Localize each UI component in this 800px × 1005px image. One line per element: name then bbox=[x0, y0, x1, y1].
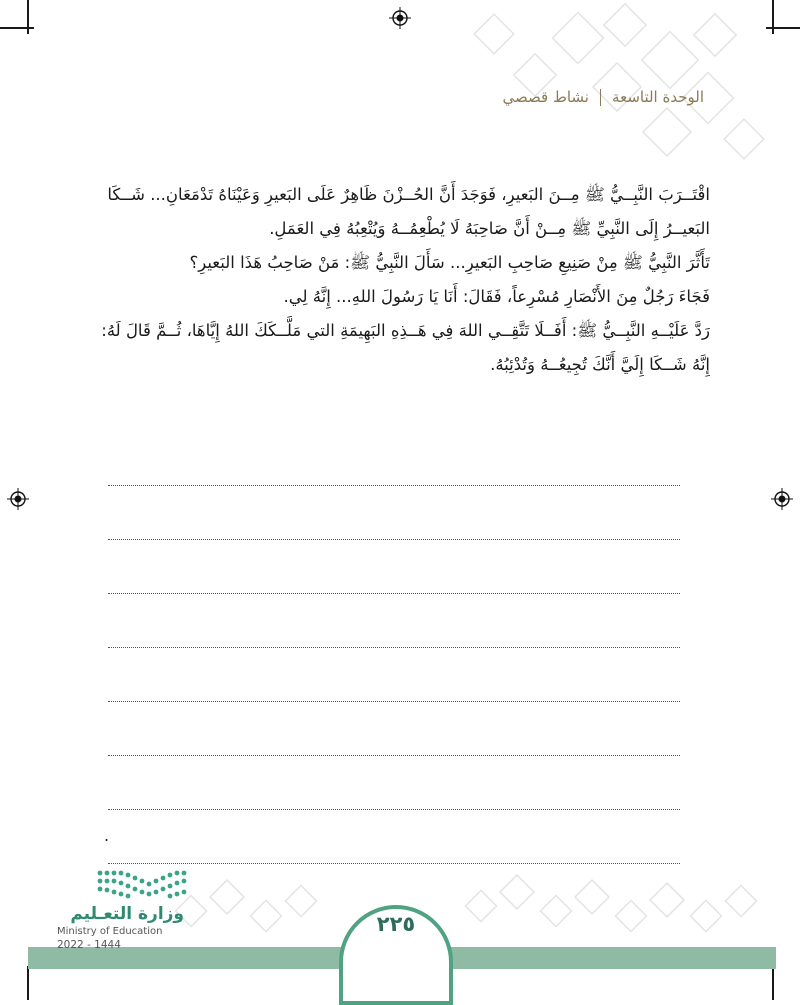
writing-line[interactable] bbox=[108, 756, 680, 810]
story-line-3: تَأَثَّرَ النَّبِيُّ ﷺ مِنْ صَنِيعِ صَاحِبِ البَعيرِ... سَأَلَ النَّبِيُّ ﷺ: مَنْ صَاحِبُ هَذَا البَعيرِ؟ bbox=[189, 253, 710, 272]
story-line-2: البَعيــرُ إِلَى النَّبِيِّ ﷺ مِــنْ أَنَّ صَاحِبَهُ لَا يُطْعِمُــهُ وَيُتْعِبُهُ فِي العَمَلِ. bbox=[269, 219, 710, 238]
story-line-4: فَجَاءَ رَجُلٌ مِنَ الأَنْصَارِ مُسْرِعاً، فَقَالَ: أَنَا يَا رَسُولَ اللهِ... إِنَّهُ لِي. bbox=[283, 287, 710, 306]
story-line-1: اقْتَــرَبَ النَّبِــيُّ ﷺ مِــنَ البَعيرِ، فَوَجَدَ أَنَّ الحُــزْنَ ظَاهِرٌ عَلَى البَعيرِ وَعَيْنَاهُ تَدْمَعَانِ... شَــكَا bbox=[107, 185, 710, 204]
story-line-5: رَدَّ عَلَيْــهِ النَّبِــيُّ ﷺ: أَفَــلَا تَتَّقِــي اللهَ فِي هَــذِهِ البَهِيمَةِ التي مَلَّــكَكَ اللهُ إِيَّاهَا، ثُــمَّ قَالَ لَهُ: bbox=[101, 321, 710, 340]
edition-year: 2022 - 1444 bbox=[57, 939, 121, 951]
unit-header bbox=[503, 88, 704, 106]
story-text bbox=[96, 178, 710, 382]
writing-line[interactable] bbox=[108, 648, 680, 702]
writing-line[interactable] bbox=[108, 810, 680, 864]
writing-line[interactable] bbox=[108, 432, 680, 486]
writing-area[interactable] bbox=[108, 432, 680, 864]
writing-end-mark: . bbox=[104, 826, 110, 845]
section-label: نشاط قصصي bbox=[502, 88, 589, 106]
story-line-6: إِنَّهُ شَــكَا إِلَيَّ أَنَّكَ تُجِيعُــهُ وَتُدْئِبُهُ. bbox=[490, 355, 710, 374]
writing-line[interactable] bbox=[108, 540, 680, 594]
writing-line[interactable] bbox=[108, 702, 680, 756]
unit-label: الوحدة التاسعة bbox=[612, 88, 704, 106]
ministry-name-english: Ministry of Education bbox=[57, 926, 163, 937]
ministry-name-arabic: وزارة التعـليم bbox=[70, 904, 184, 924]
header-separator bbox=[600, 89, 602, 106]
page-number: ٢٢٥ bbox=[376, 912, 416, 936]
ministry-logo-icon bbox=[96, 868, 188, 902]
writing-line[interactable] bbox=[108, 594, 680, 648]
writing-line[interactable] bbox=[108, 486, 680, 540]
